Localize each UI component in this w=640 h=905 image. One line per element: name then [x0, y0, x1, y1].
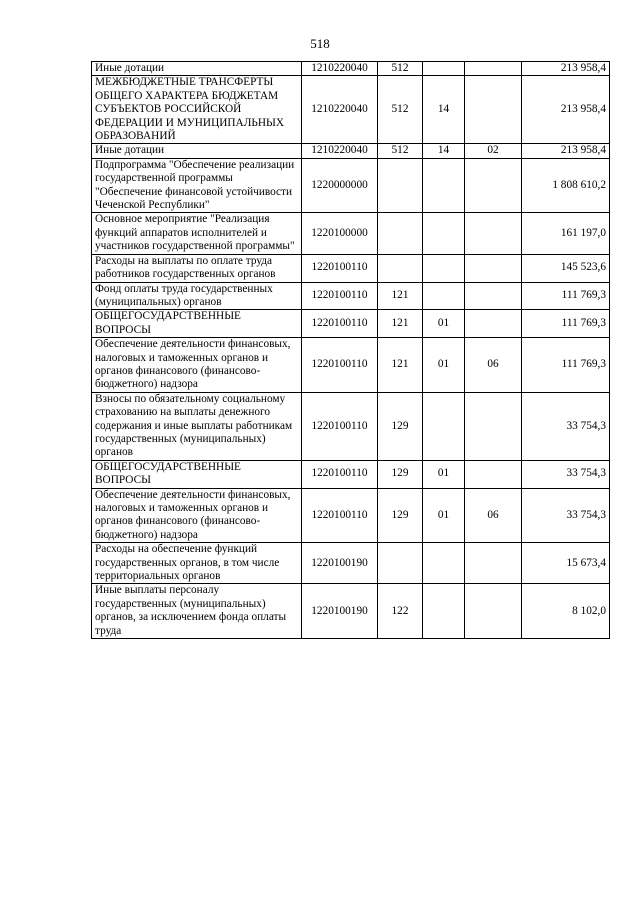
row-amount: 213 958,4	[522, 62, 610, 76]
row-subsection	[465, 543, 522, 584]
row-subsection: 06	[465, 488, 522, 543]
table-row	[92, 584, 610, 639]
row-name: ОБЩЕГОСУДАРСТВЕННЫЕ ВОПРОСЫ	[92, 460, 302, 488]
row-subsection	[465, 460, 522, 488]
table-row	[92, 144, 610, 158]
row-section: 14	[423, 144, 465, 158]
row-subsection	[465, 213, 522, 254]
row-subsection	[465, 392, 522, 460]
row-subsection	[465, 310, 522, 338]
row-target-code: 1220100110	[302, 338, 378, 393]
row-subsection: 06	[465, 338, 522, 393]
row-target-code: 1220100110	[302, 282, 378, 310]
row-section	[423, 213, 465, 254]
row-name: Иные дотации	[92, 144, 302, 158]
table-row	[92, 158, 610, 213]
row-expense-type	[378, 213, 423, 254]
row-amount: 111 769,3	[522, 282, 610, 310]
row-name: Взносы по обязательному социальному страхованию на выплаты денежного содержания и иные выплаты работникам государственных (муниципальных) органов	[92, 392, 302, 460]
row-amount: 213 958,4	[522, 76, 610, 144]
table-row	[92, 338, 610, 393]
row-subsection: 02	[465, 144, 522, 158]
row-name: Расходы на обеспечение функций государственных органов, в том числе территориальных органов	[92, 543, 302, 584]
row-expense-type: 129	[378, 488, 423, 543]
row-target-code: 1220100110	[302, 460, 378, 488]
row-target-code: 1220100000	[302, 213, 378, 254]
row-section	[423, 254, 465, 282]
table-row	[92, 460, 610, 488]
row-amount: 111 769,3	[522, 310, 610, 338]
row-target-code: 1220100190	[302, 584, 378, 639]
row-name: Обеспечение деятельности финансовых, налоговых и таможенных органов и органов финансового (финансово-бюджетного) надзора	[92, 488, 302, 543]
row-amount: 213 958,4	[522, 144, 610, 158]
table-row	[92, 76, 610, 144]
row-section: 14	[423, 76, 465, 144]
row-target-code: 1210220040	[302, 76, 378, 144]
row-name: Подпрограмма "Обеспечение реализации государственной программы "Обеспечение финансовой устойчивости Чеченской Республики"	[92, 158, 302, 213]
row-name: Фонд оплаты труда государственных (муниципальных) органов	[92, 282, 302, 310]
row-name: ОБЩЕГОСУДАРСТВЕННЫЕ ВОПРОСЫ	[92, 310, 302, 338]
table-row	[92, 213, 610, 254]
row-name: Расходы на выплаты по оплате труда работников государственных органов	[92, 254, 302, 282]
row-expense-type	[378, 158, 423, 213]
row-expense-type: 121	[378, 282, 423, 310]
row-expense-type	[378, 543, 423, 584]
table-row	[92, 488, 610, 543]
row-amount: 161 197,0	[522, 213, 610, 254]
budget-table	[91, 61, 610, 639]
row-section	[423, 392, 465, 460]
table-row	[92, 543, 610, 584]
row-name: Основное мероприятие "Реализация функций аппаратов исполнителей и участников государственной программы"	[92, 213, 302, 254]
table-row	[92, 282, 610, 310]
row-target-code: 1220100110	[302, 392, 378, 460]
row-section: 01	[423, 310, 465, 338]
row-target-code: 1220000000	[302, 158, 378, 213]
row-subsection	[465, 62, 522, 76]
row-target-code: 1210220040	[302, 62, 378, 76]
row-target-code: 1220100190	[302, 543, 378, 584]
row-amount: 33 754,3	[522, 392, 610, 460]
row-expense-type: 512	[378, 62, 423, 76]
table-row	[92, 62, 610, 76]
page-number: 518	[310, 36, 330, 51]
row-subsection	[465, 584, 522, 639]
row-target-code: 1220100110	[302, 254, 378, 282]
row-name: Обеспечение деятельности финансовых, налоговых и таможенных органов и органов финансового (финансово-бюджетного) надзора	[92, 338, 302, 393]
row-expense-type: 512	[378, 144, 423, 158]
row-target-code: 1220100110	[302, 488, 378, 543]
row-subsection	[465, 158, 522, 213]
row-section	[423, 158, 465, 213]
row-amount: 111 769,3	[522, 338, 610, 393]
row-amount: 1 808 610,2	[522, 158, 610, 213]
table-row	[92, 310, 610, 338]
row-expense-type: 129	[378, 460, 423, 488]
row-subsection	[465, 282, 522, 310]
row-section	[423, 62, 465, 76]
row-expense-type: 129	[378, 392, 423, 460]
row-section: 01	[423, 488, 465, 543]
row-section: 01	[423, 338, 465, 393]
table-row	[92, 392, 610, 460]
row-section: 01	[423, 460, 465, 488]
row-section	[423, 543, 465, 584]
row-section	[423, 584, 465, 639]
row-expense-type: 512	[378, 76, 423, 144]
table-row	[92, 254, 610, 282]
row-amount: 33 754,3	[522, 460, 610, 488]
row-subsection	[465, 254, 522, 282]
row-expense-type: 121	[378, 338, 423, 393]
row-amount: 8 102,0	[522, 584, 610, 639]
row-name: Иные дотации	[92, 62, 302, 76]
row-amount: 15 673,4	[522, 543, 610, 584]
row-target-code: 1210220040	[302, 144, 378, 158]
row-amount: 145 523,6	[522, 254, 610, 282]
row-section	[423, 282, 465, 310]
row-name: Иные выплаты персоналу государственных (муниципальных) органов, за исключением фонда оплаты труда	[92, 584, 302, 639]
row-amount: 33 754,3	[522, 488, 610, 543]
row-name: МЕЖБЮДЖЕТНЫЕ ТРАНСФЕРТЫ ОБЩЕГО ХАРАКТЕРА БЮДЖЕТАМ СУБЪЕКТОВ РОССИЙСКОЙ ФЕДЕРАЦИИ И МУНИЦИПАЛЬНЫХ ОБРАЗОВАНИЙ	[92, 76, 302, 144]
row-expense-type	[378, 254, 423, 282]
row-subsection	[465, 76, 522, 144]
row-expense-type: 121	[378, 310, 423, 338]
row-expense-type: 122	[378, 584, 423, 639]
row-target-code: 1220100110	[302, 310, 378, 338]
